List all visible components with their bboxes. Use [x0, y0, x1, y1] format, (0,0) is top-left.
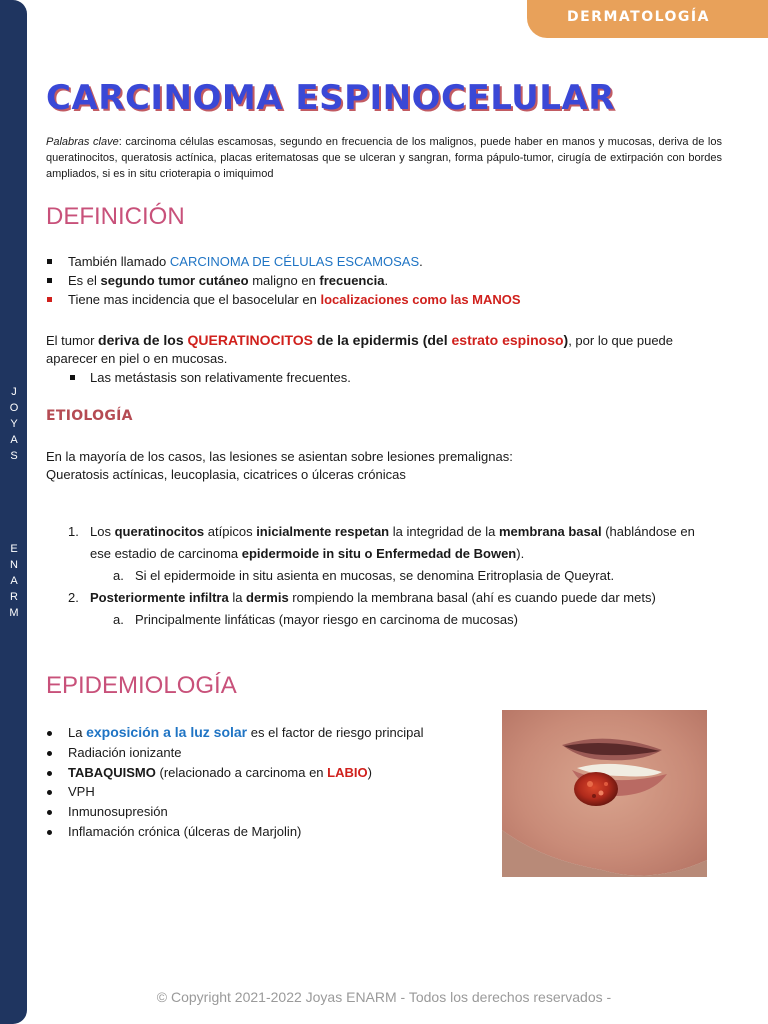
- definicion-bullet-3: Tiene mas incidencia que el basocelular en localizaciones como las MANOS: [68, 292, 521, 307]
- etiologia-item-1-line-2: ese estadio de carcinoma epidermoide in situ o Enfermedad de Bowen).: [90, 546, 525, 561]
- bullet-marker: [47, 731, 52, 736]
- bullet-marker: [47, 830, 52, 835]
- sidebar-letter: M: [9, 607, 19, 619]
- definicion-sub-bullet: Las metástasis son relativamente frecuentes.: [90, 370, 351, 385]
- sidebar-letter: A: [10, 434, 18, 446]
- copyright-footer: © Copyright 2021-2022 Joyas ENARM - Todos los derechos reservados -: [156, 989, 612, 1005]
- definicion-paragraph-line-1: El tumor deriva de los QUERATINOCITOS de la epidermis (del estrato espinoso), por lo que puede: [46, 332, 674, 348]
- sidebar-letter: Y: [10, 418, 18, 430]
- sidebar-letter: A: [10, 575, 18, 587]
- sidebar-letter: O: [9, 402, 19, 414]
- epidemiologia-heading: EPIDEMIOLOGÍA: [46, 672, 237, 699]
- sidebar-letter: J: [11, 386, 17, 398]
- bullet-marker: [47, 751, 52, 756]
- definicion-paragraph-line-2: aparecer en piel o en mucosas.: [46, 351, 228, 366]
- definicion-bullet-2: Es el segundo tumor cutáneo maligno en frecuencia.: [68, 273, 389, 288]
- etiologia-item-1-line-1: Los queratinocitos atípicos inicialmente respetan la integridad de la membrana basal (hablándose en: [90, 524, 695, 539]
- epidemiologia-bullet-5: Inmunosupresión: [68, 804, 168, 819]
- bullet-marker: [47, 259, 52, 264]
- definicion-heading: DEFINICIÓN: [46, 203, 185, 230]
- keywords-paragraph: [46, 134, 722, 182]
- etiologia-item-1a: Si el epidermoide in situ asienta en mucosas, se denomina Eritroplasia de Queyrat.: [135, 568, 615, 583]
- epidemiologia-bullet-1: La exposición a la luz solar es el factor de riesgo principal: [68, 724, 424, 740]
- bullet-marker: [47, 810, 52, 815]
- keywords-text: : carcinoma células escamosas, segundo en frecuencia de los malignos, puede haber en manos y mucosas, deriva de los queratinocitos, queratosis actínica, placas eritematosas que se ulceran y sangran, forma pápulo-tumor, cirugía de extirpación con bordes ampliados, si es in situ crioterapia o imiquimod: [46, 136, 722, 180]
- etiologia-line-1: En la mayoría de los casos, las lesiones se asientan sobre lesiones premalignas:: [46, 449, 513, 464]
- bullet-marker: [47, 790, 52, 795]
- keywords-label: Palabras clave: [46, 136, 119, 148]
- sidebar-letter: N: [10, 559, 18, 571]
- clinical-photo-lip-lesion: [502, 710, 707, 877]
- sidebar-letter: R: [10, 591, 18, 603]
- section-tag-label: DERMATOLOGÍA: [567, 9, 710, 25]
- list-letter: a.: [113, 612, 124, 627]
- epidemiologia-bullet-2: Radiación ionizante: [68, 745, 182, 760]
- list-number: 1.: [68, 524, 79, 539]
- epidemiologia-bullet-6: Inflamación crónica (úlceras de Marjolin): [68, 824, 302, 839]
- epidemiologia-bullet-4: VPH: [68, 784, 95, 799]
- epidemiologia-bullet-3: TABAQUISMO (relacionado a carcinoma en LABIO): [68, 765, 372, 780]
- bullet-marker: [47, 278, 52, 283]
- page-title: CARCINOMA ESPINOCELULAR: [46, 78, 615, 118]
- sidebar-band: [0, 0, 27, 1024]
- list-letter: a.: [113, 568, 124, 583]
- bullet-marker: [47, 771, 52, 776]
- bullet-marker: [70, 375, 75, 380]
- sidebar-letter: S: [10, 450, 18, 462]
- section-tag: [527, 0, 768, 38]
- etiologia-item-2a: Principalmente linfáticas (mayor riesgo en carcinoma de mucosas): [135, 612, 518, 627]
- etiologia-heading: ETIOLOGÍA: [46, 408, 133, 424]
- list-number: 2.: [68, 590, 79, 605]
- sidebar-letter: E: [10, 543, 18, 555]
- etiologia-line-2: Queratosis actínicas, leucoplasia, cicatrices o úlceras crónicas: [46, 467, 406, 482]
- bullet-marker: [47, 297, 52, 302]
- etiologia-item-2: Posteriormente infiltra la dermis rompiendo la membrana basal (ahí es cuando puede dar mets): [90, 590, 656, 605]
- definicion-bullet-1: También llamado CARCINOMA DE CÉLULAS ESCAMOSAS.: [68, 254, 423, 269]
